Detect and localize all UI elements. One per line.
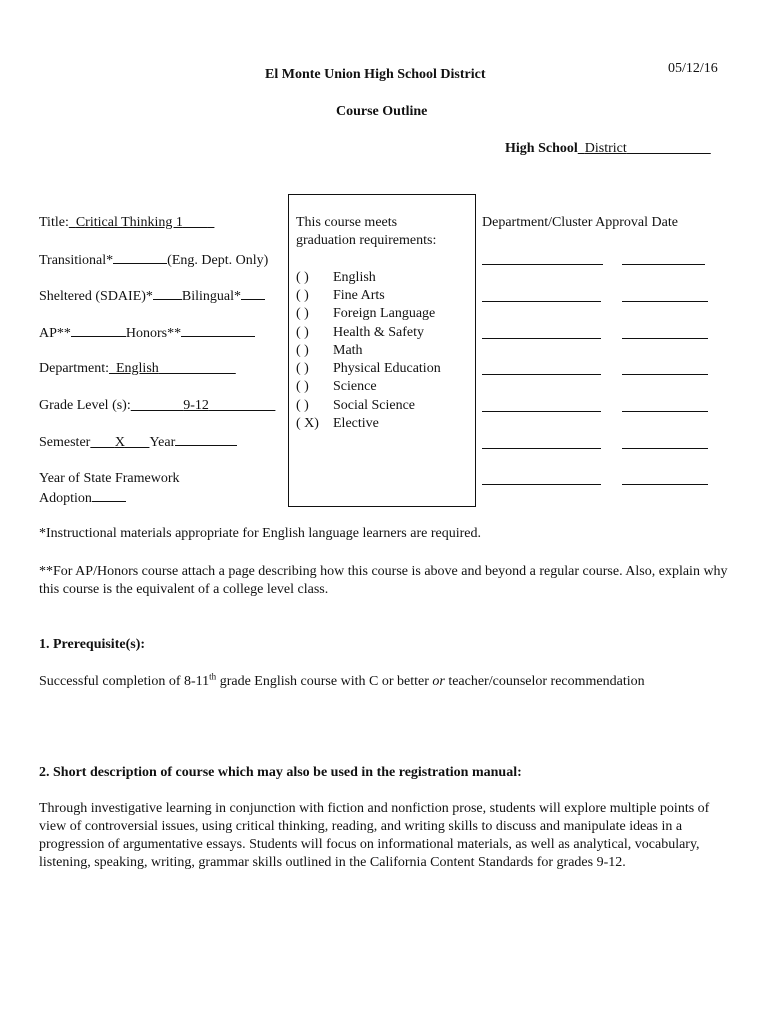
requirement-label: Fine Arts [333,288,385,303]
requirement-item [296,324,424,342]
requirement-label: Health & Safety [333,325,424,340]
approval-line [482,338,601,339]
approval-date-line [622,448,708,449]
approval-date-line [622,484,708,485]
requirement-checkbox: ( ) [296,343,309,358]
requirement-item [296,342,363,360]
semester-value [90,435,149,450]
requirement-checkbox: ( ) [296,398,309,413]
ap-blank [71,324,126,337]
requirement-label: English [333,270,376,285]
requirement-checkbox: ( X) [296,416,319,431]
title-value [69,215,208,230]
sheltered-field [39,287,265,306]
transitional-label: Transitional* [39,253,114,268]
requirements-heading-1: This course meets [296,215,398,230]
semester-field [39,433,237,452]
requirement-checkbox: ( ) [296,270,309,285]
transitional-field [39,251,268,270]
requirement-label: Physical Education [333,361,441,376]
transitional-note: (Eng. Dept. Only) [167,253,269,268]
high-school-label: High School [505,141,578,156]
ap-honors-note: **For AP/Honors course attach a page describing how this course is above and beyond a regular course. Also, explain why this course is the equivalent of a college level class. [39,564,728,597]
title-label: Title: [39,215,69,230]
bilingual-label: Bilingual* [181,289,242,304]
document-date: 05/12/16 [668,61,718,76]
approval-line [482,264,603,265]
requirement-item [296,378,377,396]
requirement-checkbox: ( ) [296,361,309,376]
ap-label: AP** [39,326,71,341]
year-blank [175,433,237,446]
approval-heading: Department/Cluster Approval Date [482,215,678,230]
honors-label: Honors** [125,326,182,341]
grade-level-value-text: 9-12 [183,398,209,413]
document-title: Course Outline [336,104,428,119]
grade-level-field [39,397,275,415]
prerequisite-heading: 1. Prerequisite(s): [39,637,146,652]
grade-level-value [131,398,276,413]
title-value-text: Critical Thinking 1 [75,215,183,230]
approval-date-line [622,301,708,302]
approval-date-line [622,411,708,412]
approval-line [482,448,601,449]
approval-date-line [622,264,705,265]
year-label: Year [149,435,176,450]
high-school-value-text: District [584,141,627,156]
semester-label: Semester [39,435,91,450]
requirement-item [296,287,385,305]
department-value [109,361,236,376]
approval-date-line [622,338,708,339]
framework-line-2: Adoption [39,491,92,506]
framework-field [39,489,126,508]
high-school-value [578,141,711,156]
description-text: Through investigative learning in conjunction with fiction and nonfiction prose, students will explore multiple points of view of controversial issues, using critical thinking, reading, and writing skills to discuss and manipulate ideas in a progression of argumentative essays. Students will focus on informational materials, as well as analytical, vocabulary, listening, speaking, writing, grammar skills outlined in the California Content Standards for grades 9-12. [39,801,710,870]
prerequisite-or: or [432,674,445,689]
requirement-label: Social Science [333,398,416,413]
department-label: Department: [39,361,109,376]
instructional-note: *Instructional materials appropriate for English language learners are required. [39,526,481,541]
ap-honors-field [39,324,255,343]
high-school-field [505,140,711,158]
sheltered-label: Sheltered (SDAIE)* [39,289,153,304]
prerequisite-text-2: grade English course with C or better [216,674,433,689]
requirement-item [296,397,415,415]
approval-line [482,301,601,302]
requirement-item [296,305,435,323]
prerequisite-text-1: Successful completion of 8-11 [39,674,210,689]
requirement-item [296,415,379,433]
requirement-checkbox: ( ) [296,379,309,394]
requirement-checkbox: ( ) [296,306,309,321]
semester-value-text: X [114,435,125,450]
requirement-label: Math [333,343,363,358]
grade-level-label: Grade Level (s): [39,398,131,413]
requirement-checkbox: ( ) [296,325,309,340]
framework-blank [92,489,126,502]
district-name: El Monte Union High School District [265,67,486,82]
requirement-item [296,269,376,287]
requirement-label: Science [333,379,377,394]
prerequisite-superscript: th [209,671,217,682]
prerequisite-text-3: teacher/counselor recommendation [444,674,645,689]
approval-line [482,411,601,412]
approval-date-line [622,374,708,375]
requirement-checkbox: ( ) [296,288,309,303]
department-field [39,360,236,378]
approval-line [482,374,601,375]
requirement-item [296,360,441,378]
transitional-blank [113,251,167,264]
bilingual-blank [241,287,265,300]
honors-blank [181,324,255,337]
department-value-text: English [115,361,159,376]
approval-line [482,484,601,485]
prerequisite-text [39,673,739,691]
sheltered-blank [153,287,182,300]
requirement-label: Elective [333,416,379,431]
requirements-heading-2: graduation requirements: [296,233,437,248]
requirement-label: Foreign Language [333,306,436,321]
title-field [39,214,214,232]
description-heading: 2. Short description of course which may also be used in the registration manual: [39,765,522,780]
framework-line-1: Year of State Framework [39,471,180,486]
